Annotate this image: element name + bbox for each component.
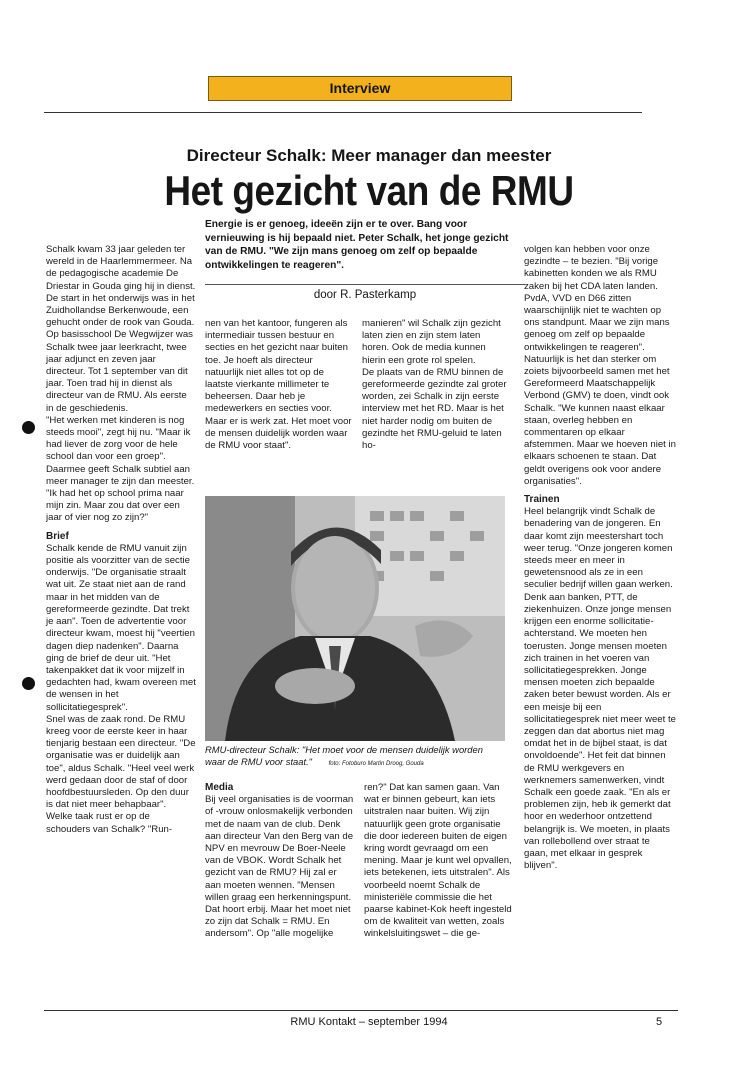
- column-4: [524, 244, 679, 1004]
- portrait-illustration: [205, 496, 505, 741]
- col4-paragraph-2: Heel belangrijk vindt Schalk de benadering van de jongeren. En daar komt zijn meestershart toch weer terug. "Onze jongeren komen steeds meer en meer in gewetensnood als ze in een seculier bedrijf willen gaan werken. Denk aan banken, PTT, de ziekenhuizen. Onze jonge mensen krijgen een enorme sollicitatie-achterstand. We moeten hen toerusten. Jonge mensen moeten zich trainen in het voeren van sollicitatiegesprekken. Jonge mensen moeten zich bepaalde zaken beter bewust worden. Als er een meisje bij een sollicitatiegesprek niet meer weet te zeggen dan dat abortus niet mag omdat het in de bijbel staat, is dat onvoldoende". Het feit dat binnen de RMU werkgevers en werknemers samenwerken, vindt Schalk een goede zaak. "En als er problemen zijn, heb ik gemerkt dat hoor en wederhoor ontzettend belangrijk is. We moeten, in plaats van rollebollend over straat te gaan, met elkaar in gesprek blijven".: [524, 506, 679, 872]
- article-lead: Energie is er genoeg, ideeën zijn er te over. Bang voor vernieuwing is hij bepaald niet. Peter Schalk, het jonge gezicht van de RMU. "We zijn mans genoeg om zelf op bepaalde ontwikkelingen te reageren".: [205, 219, 509, 271]
- article-byline: door R. Pasterkamp: [313, 289, 417, 301]
- col4-heading-trainen: Trainen: [524, 494, 560, 506]
- column-3-bottom: ren?" Dat kan samen gaan. Van wat er binnen gebeurt, kan iets uitstralen naar buiten. Wij zijn natuurlijk geen grote organisatie die door iedereen buiten de eigen kring wordt gevraagd om een mening. Maar je kunt wel opvallen, iets betekenen, iets uitstralen". Als voorbeeld noemt Schalk de ministeriële commissie die het paarse kabinet-Kok heeft ingesteld om de kwaliteit van wetten, zoals winkelsluitingswet – die ge-: [364, 782, 515, 940]
- column-2-bottom: [205, 782, 355, 1012]
- footer-publication: RMU Kontakt – september 1994: [290, 1016, 448, 1028]
- section-label: Interview: [208, 76, 512, 101]
- col1-heading-brief: Brief: [46, 530, 69, 542]
- col2-heading-media: Media: [205, 782, 234, 793]
- photo-caption: [205, 744, 505, 770]
- top-rule: [44, 112, 642, 113]
- col1-paragraph-2: Schalk kende de RMU vanuit zijn positie als voorzitter van de sectie onderwijs. "De organisatie straalt wat uit. Ze staat niet aan de rand maar in het midden van de gereformeerde gezindte. Dat trekt je aan". Toen de advertentie voor directeur kwam, moest hij "veertien dagen diep nadenken". Daarna ging de brief de deur uit. "Het takenpakket dat ik voor mijzelf in gedachten had, kwam overeen met de wensen in het sollicitatiegesprek". Snel was de zaak rond. De RMU kreeg voor de eerste keer in haar tienjarig bestaan een directeur. "De organisatie was er duidelijk aan toe", aldus Schalk. "Heel veel werk werd gedaan door de staf of door hoofdbestuursleden. Op den duur is dat niet meer behapbaar". Welke taak rust er op de schouders van Schalk? "Run-: [46, 542, 196, 835]
- col4-paragraph-1: volgen kan hebben voor onze gezindte – te bezien. "Bij vorige kabinetten konden we als RMU zaken bij het CDA laten landen. PvdA, VVD en D66 zitten waarschijnlijk niet te wachten op ons standpunt. Maar we zijn mans genoeg om zelf op bepaalde ontwikkelingen te reageren". Natuurlijk is het dan sterker om zoiets bijvoorbeeld samen met het Gereformeerd Maatschappelijk Verbond (GMV) te doen, vindt ook Schalk. "We kunnen naast elkaar staan, overleg hebben en commentaren op elkaar afstemmen. Maar we hoeven niet in elkaars schoenen te staan. Dat geldt overigens ook voor andere organisaties".: [524, 244, 679, 487]
- portrait-photo: [205, 496, 505, 741]
- footer-rule: [44, 1010, 678, 1011]
- column-3-top: manieren" wil Schalk zijn gezicht laten zien en zijn stem laten horen. Ook de media kunnen hierin een grote rol spelen. De plaats van de RMU binnen de gereformeerde gezindte zal groter worden, zei Schalk in zijn eerste interview met het RD. Maar is het niet harder nodig om buiten de gezindte het RMU-geluid te laten ho-: [362, 318, 507, 452]
- photo-credit: foto: Fotoburo Martin Droog, Gouda: [328, 760, 424, 767]
- column-2-top: nen van het kantoor, fungeren als intermediair tussen bestuur en secties en het gezicht naar buiten toe. Je hoeft als directeur natuurlijk niet alles tot op de laatste vierkante millimeter te beheersen. Daar heb je medewerkers en secties voor. Maar er is werk zat. Het moet voor de mensen duidelijk worden waar de RMU voor staat".: [205, 318, 355, 452]
- col2-paragraph: Bij veel organisaties is de voorman of -vrouw onlosmakelijk verbonden met de naam van de club. Denk aan directeur Van den Berg van de NPV en mevrouw De Boer-Neele van de VBOK. Wordt Schalk het gezicht van de RMU? Hij zal er aan moeten wennen. "Mensen willen graag een herkenningspunt. Dat hoort erbij. Maar het moet niet zo zijn dat Schalk = RMU. En andersom". Op "alle mogelijke: [205, 794, 356, 940]
- article-subtitle: Directeur Schalk: Meer manager dan meester: [186, 146, 552, 165]
- margin-bullet: [22, 421, 35, 434]
- article-headline: Het gezicht van de RMU: [164, 167, 574, 214]
- margin-bullet: [22, 677, 35, 690]
- col1-paragraph-1: Schalk kwam 33 jaar geleden ter wereld in de Haarlemmermeer. Na de pedagogische academie De Driestar in Gouda ging hij in dienst. De start in het onderwijs was in het Zuidhollandse Berkenwoude, een gehucht onder de rook van Gouda. Op basisschool De Wegwijzer was Schalk twee jaar leerkracht, twee jaar adjunct en zeven jaar directeur. Tot 1 september van dit jaar. Toen trad hij in dienst als directeur van de RMU. Als eerste in de geschiedenis. "Het werken met kinderen is nog steeds mooi", zegt hij nu. "Maar ik had liever de zorg voor de hele school dan voor een groep". Daarmee geeft Schalk subtiel aan meer manager te zijn dan meester. "Ik had het op school prima naar mijn zin. Maar zou dat over een jaar of vier nog zo zijn?": [46, 244, 196, 524]
- caption-text: RMU-directeur Schalk: "Het moet voor de mensen duidelijk worden waar de RMU voor staat.": [205, 744, 483, 767]
- byline-rule: [205, 284, 525, 285]
- page-number: 5: [656, 1016, 663, 1028]
- column-1: [46, 244, 196, 1000]
